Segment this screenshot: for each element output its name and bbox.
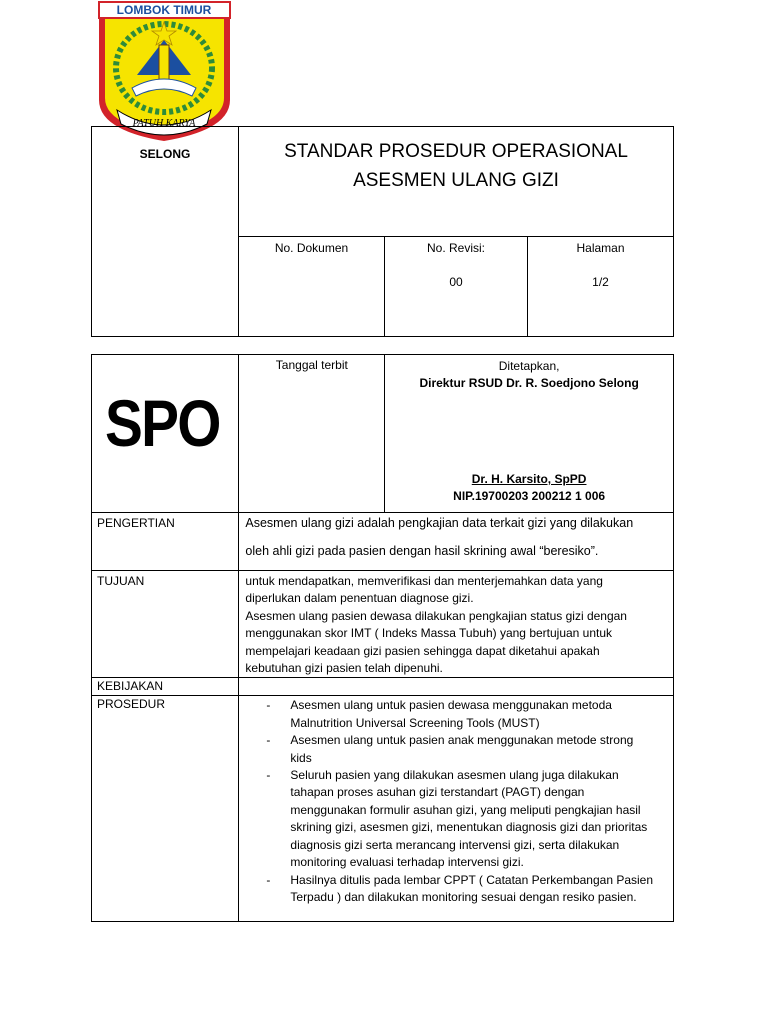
doc-no-cell (239, 237, 385, 337)
title-line-1: STANDAR PROSEDUR OPERASIONAL (284, 141, 628, 162)
page-cell (528, 237, 674, 337)
approval-cell (385, 355, 674, 513)
tujuan-label: TUJUAN (92, 571, 239, 678)
list-item-line: - Hasilnya ditulis pada lembar CPPT ( Catatan Perkembangan Pasien (290, 872, 654, 887)
page-label: Halaman (576, 241, 625, 255)
issue-date-label: Tanggal terbit (275, 358, 348, 372)
prosedur-label: PROSEDUR (92, 696, 239, 922)
emblem-banner-text: LOMBOK TIMUR (116, 3, 212, 17)
location-text: SELONG (139, 147, 191, 161)
tujuan-line: mempelajari keadaan gizi pasien sehingga dapat diketahui apakah (245, 643, 600, 658)
tujuan-content (239, 571, 674, 678)
spo-cell (92, 355, 239, 513)
kebijakan-content (239, 678, 674, 696)
director-nip: NIP.19700203 200212 1 006 (453, 489, 606, 503)
pengertian-label: PENGERTIAN (92, 513, 239, 571)
list-item-line: skrining gizi, asesmen gizi, menentukan diagnosis gizi dan prioritas (290, 820, 648, 835)
list-item (239, 697, 673, 732)
list-item-line: tahapan proses asuhan gizi terstandart (PAGT) dengan (290, 785, 585, 800)
prosedur-list (239, 697, 673, 906)
spo-label: SPO (105, 386, 220, 460)
issue-date-cell (239, 355, 385, 513)
tujuan-line: menggunakan skor IMT ( Indeks Massa Tubuh) yang bertujuan untuk (245, 626, 613, 641)
revision-value: 00 (449, 275, 463, 289)
tujuan-line: kebutuhan gizi pasien telah dipenuhi. (245, 661, 443, 676)
established-label: Ditetapkan, (498, 359, 560, 373)
spo-table (91, 354, 674, 922)
pengertian-line-1: Asesmen ulang gizi adalah pengkajian data terkait gizi yang dilakukan (245, 516, 634, 530)
pengertian-content (239, 513, 674, 571)
header-table (91, 126, 674, 337)
list-item (239, 872, 673, 907)
list-item-line: - Asesmen ulang untuk pasien dewasa menggunakan metoda (290, 698, 612, 713)
emblem-motto-text: PATUH KARYA (132, 118, 196, 129)
page-value: 1/2 (592, 275, 609, 289)
tujuan-line: Asesmen ulang pasien dewasa dilakukan pengkajian status gizi dengan (245, 608, 627, 623)
list-item-line: menggunakan formulir asuhan gizi, yang meliputi pengkajian hasil (290, 802, 641, 817)
location-cell (92, 127, 239, 337)
pengertian-line-2: oleh ahli gizi pada pasien dengan hasil skrining awal “beresiko”. (245, 544, 599, 558)
prosedur-content (239, 696, 674, 922)
list-item-line: diagnosis gizi serta merancang intervensi gizi, serta dilakukan (290, 837, 620, 852)
list-item-line: monitoring evaluasi terhadap intervensi gizi. (290, 855, 524, 870)
director-name: Dr. H. Karsito, SpPD (471, 472, 587, 486)
list-item-line: Malnutrition Universal Screening Tools (MUST) (290, 715, 540, 730)
list-item-line: kids (290, 750, 312, 765)
tujuan-line: diperlukan dalam penentuan diagnose gizi. (245, 591, 474, 606)
director-title: Direktur RSUD Dr. R. Soedjono Selong (419, 376, 639, 390)
list-item-line: Terpadu ) dan dilakukan monitoring sesuai dengan resiko pasien. (290, 889, 637, 904)
list-item (239, 767, 673, 871)
title-line-2: ASESMEN ULANG GIZI (353, 170, 559, 191)
list-item (239, 732, 673, 767)
revision-label: No. Revisi: (426, 241, 485, 255)
list-item-line: - Asesmen ulang untuk pasien anak menggunakan metode strong (290, 733, 634, 748)
document-title (239, 127, 673, 195)
kebijakan-label: KEBIJAKAN (92, 678, 239, 696)
revision-cell (385, 237, 528, 337)
list-item-line: - Seluruh pasien yang dilakukan asesmen ulang juga dilakukan (290, 768, 619, 783)
tujuan-line: untuk mendapatkan, memverifikasi dan menterjemahkan data yang (245, 574, 603, 588)
lombok-timur-emblem (97, 0, 232, 142)
title-cell (239, 127, 674, 237)
doc-no-label: No. Dokumen (274, 241, 349, 255)
